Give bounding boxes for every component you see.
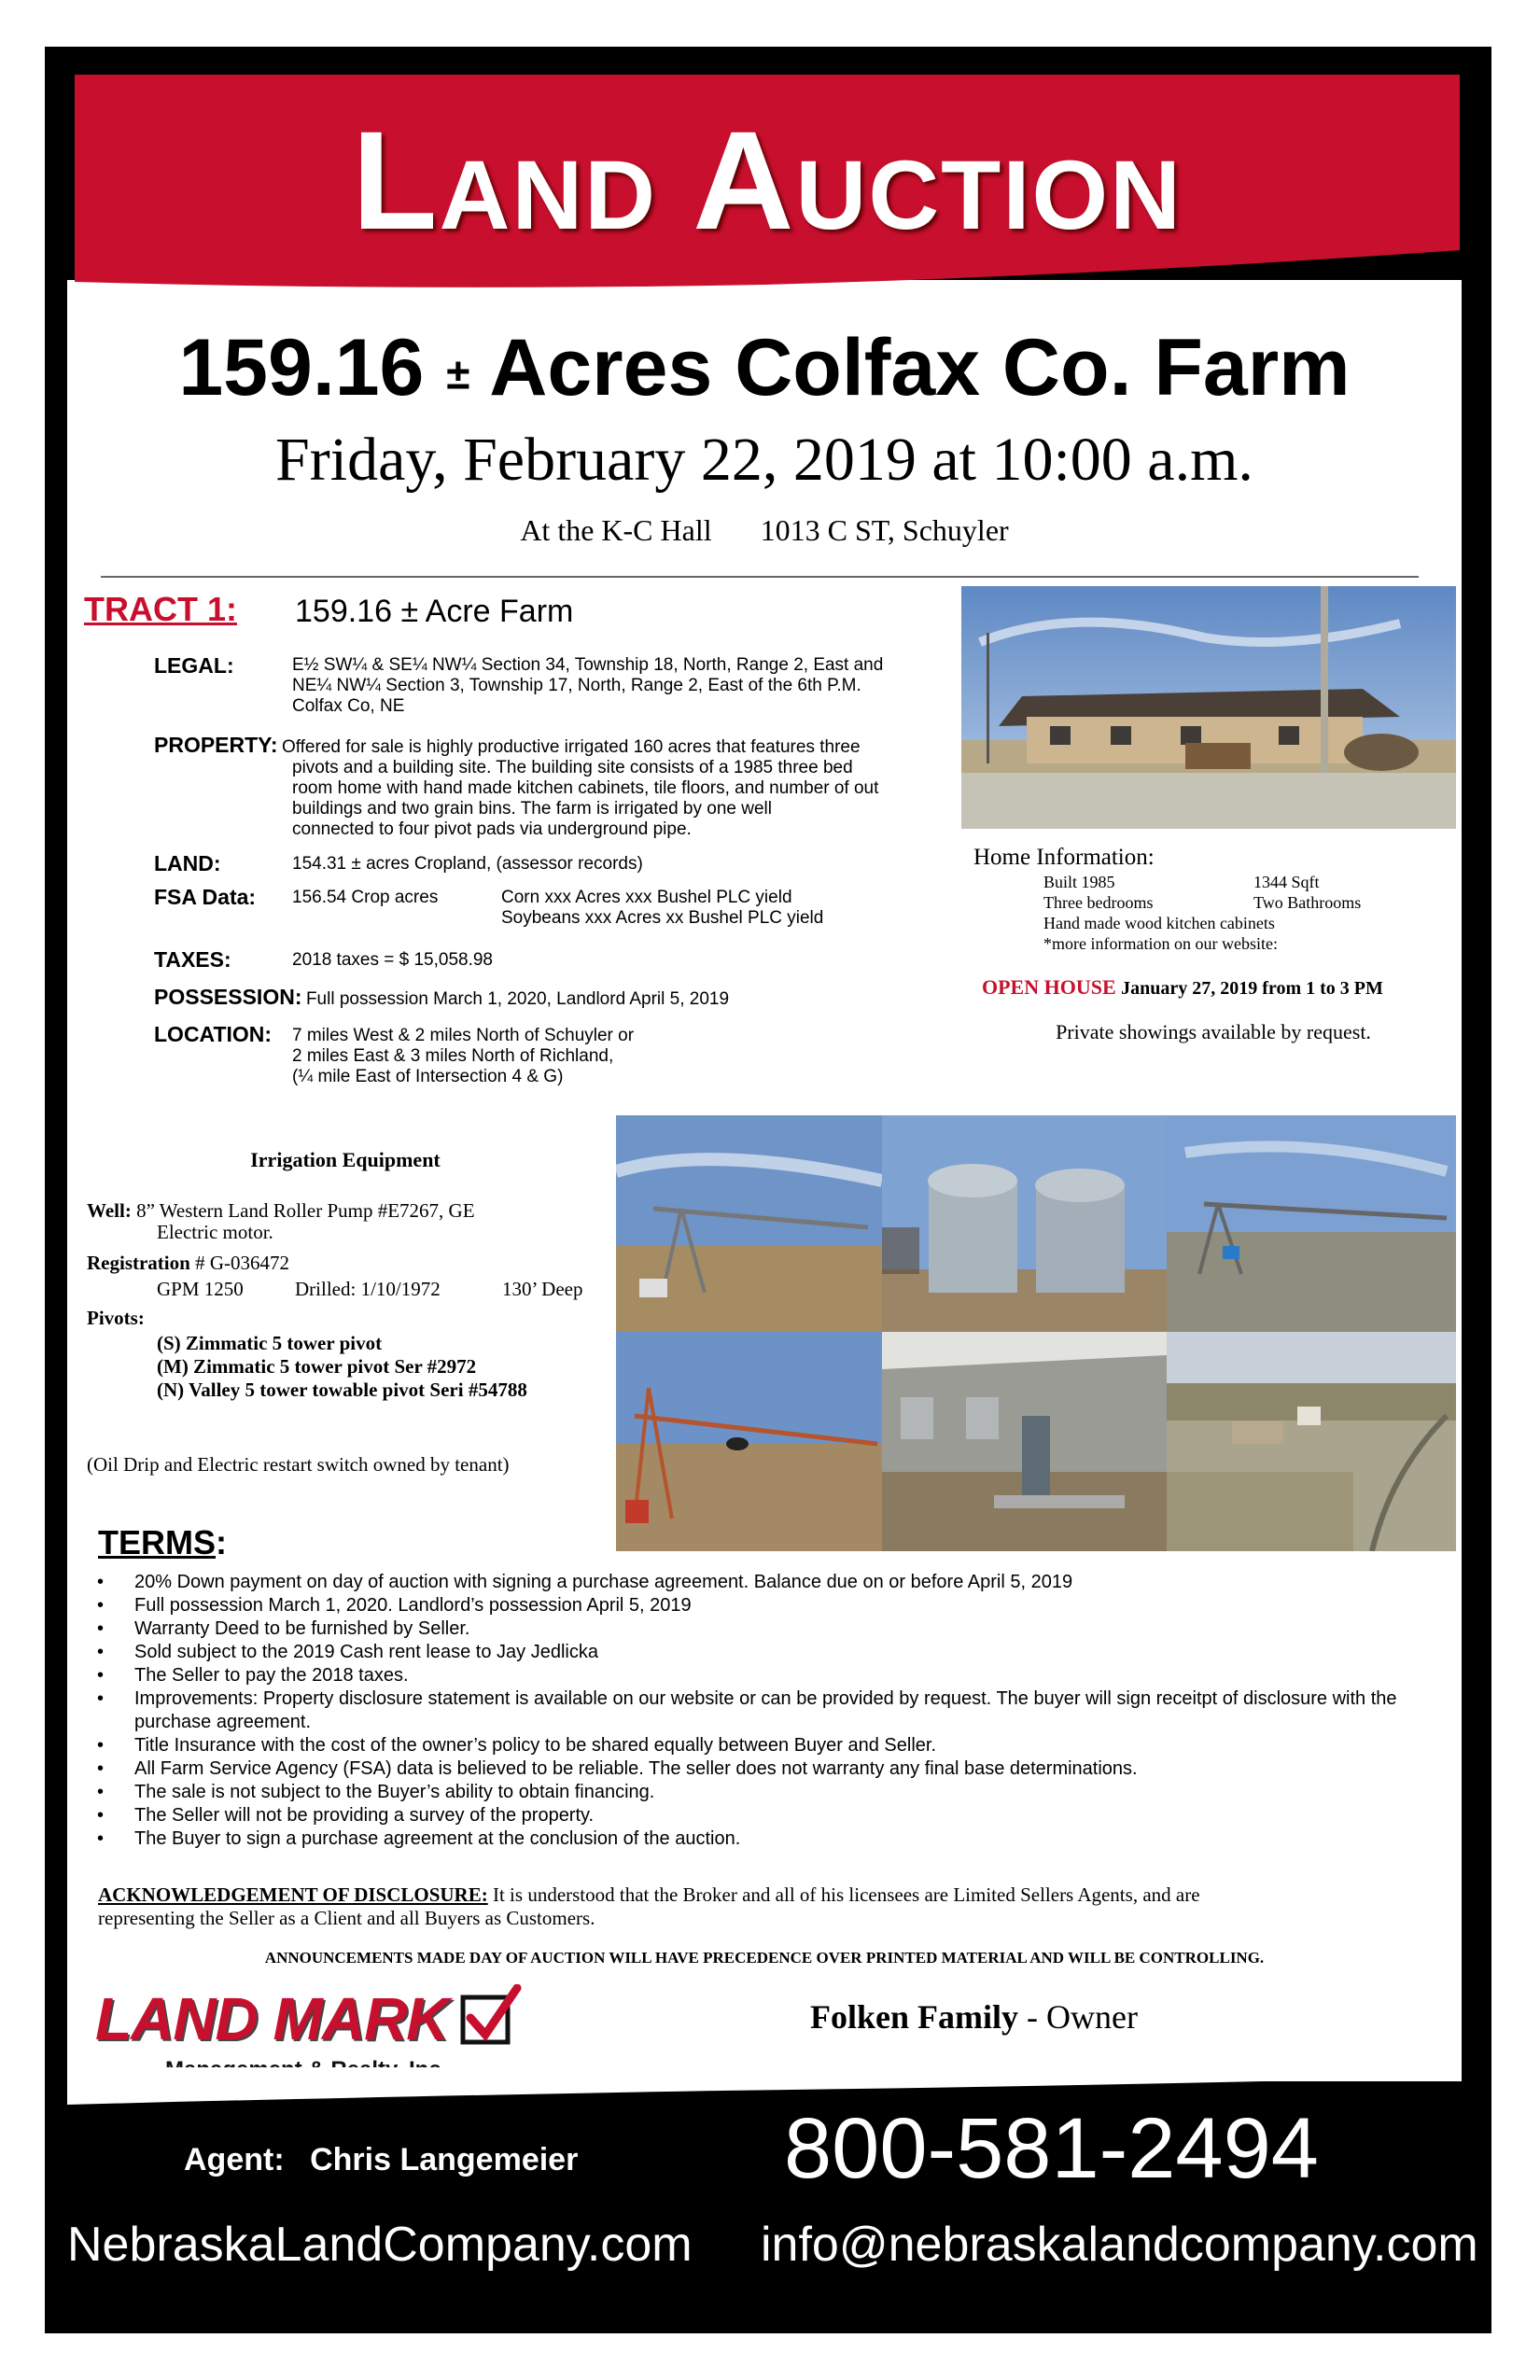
fsa-corn: Corn xxx Acres xxx Bushel PLC yield [501, 888, 792, 907]
auction-date: Friday, February 22, 2019 at 10:00 a.m. [275, 426, 1253, 494]
legal-label: LEGAL: [154, 653, 234, 678]
agent-label: Agent: [184, 2142, 285, 2177]
property-text [292, 758, 878, 840]
terms-heading-text: TERMS [98, 1523, 216, 1561]
home-built: Built 1985 [1043, 873, 1115, 891]
well-shed-photo [882, 1332, 1167, 1551]
registration-line [87, 1252, 289, 1275]
divider [101, 576, 1419, 578]
terms-heading [98, 1523, 227, 1562]
pivot-item: (N) Valley 5 tower towable pivot Seri #54788 [157, 1379, 527, 1401]
banner-title: Land Auction [351, 102, 1183, 259]
drilled: Drilled: 1/10/1972 [295, 1278, 441, 1300]
agent-name: Chris Langemeier [310, 2142, 579, 2177]
well-line [87, 1199, 475, 1223]
terms-item: • The Buyer to sign a purchase agreement at the conclusion of the auction. [93, 1827, 1465, 1851]
terms-item: • All Farm Service Agency (FSA) data is believed to be reliable. The seller does not warranty any final base determinations. [93, 1757, 1465, 1781]
depth: 130’ Deep [502, 1278, 583, 1300]
property-block [154, 733, 861, 758]
terms-item: • The sale is not subject to the Buyer’s ability to obtain financing. [93, 1781, 1465, 1804]
property-first-line: Offered for sale is highly productive irrigated 160 acres that features three [281, 737, 861, 757]
logo-name: LAND MARK [95, 1985, 449, 2052]
fsa-label: FSA Data: [154, 885, 257, 909]
house-photo-art [961, 586, 1456, 829]
home-info-title: Home Information: [973, 845, 1155, 870]
property-line: connected to four pivot pads via underground pipe. [292, 819, 692, 839]
fsa-crop: 156.54 Crop acres [292, 888, 439, 907]
headline-acres: 159.16 [178, 323, 425, 413]
pivot-item: (M) Zimmatic 5 tower pivot Ser #2972 [157, 1355, 477, 1378]
terms-item: • Improvements: Property disclosure statement is available on our website or can be provided by request. The buyer will sign receitpt of disclosure with the purchase agreement. [93, 1687, 1465, 1734]
pivots-list [157, 1332, 527, 1402]
aerial-photo-art [1167, 1332, 1456, 1551]
home-bathrooms: Two Bathrooms [1253, 893, 1362, 912]
registration-label: Registration [87, 1252, 190, 1274]
location-line: (¼ mile East of Intersection 4 & G) [292, 1067, 564, 1086]
pivot-item: (S) Zimmatic 5 tower pivot [157, 1332, 383, 1354]
terms-item: • Warranty Deed to be furnished by Seller. [93, 1617, 1465, 1641]
agent [184, 2142, 578, 2178]
legal-line: Colfax Co, NE [292, 696, 405, 716]
land-label: LAND: [154, 851, 221, 875]
venue [67, 513, 1462, 548]
legal-line: E½ SW¼ & SE¼ NW¼ Section 34, Township 18, North, Range 2, East and [292, 655, 884, 675]
owner-suffix: - Owner [1027, 1998, 1138, 2036]
terms-item: • Full possession March 1, 2020. Landlord’s possession April 5, 2019 [93, 1594, 1465, 1617]
well-shed-photo-art [882, 1332, 1167, 1551]
pivot-photo-1-art [616, 1115, 882, 1332]
terms-item: • The Seller will not be providing a survey of the property. [93, 1804, 1465, 1827]
aerial-photo [1167, 1332, 1456, 1551]
taxes-value: 2018 taxes = $ 15,058.98 [292, 950, 493, 970]
email: info@nebraskalandcompany.com [761, 2218, 1478, 2272]
property-line: room home with hand made kitchen cabinets, tile floors, and number of out [292, 778, 879, 798]
disclosure-line-2: representing the Seller as a Client and all Buyers as Customers. [98, 1907, 595, 1929]
terms-list [93, 1571, 1465, 1851]
home-sqft: 1344 Sqft [1253, 873, 1320, 891]
well-value-2: Electric motor. [157, 1221, 273, 1243]
checkmark-icon [459, 1984, 523, 2048]
terms-item: • 20% Down payment on day of auction with signing a purchase agreement. Balance due on or before April 5, 2019 [93, 1571, 1465, 1594]
home-bedrooms: Three bedrooms [1043, 893, 1154, 912]
registration-value: # G-036472 [195, 1252, 289, 1274]
possession-label: POSSESSION: [154, 985, 302, 1009]
owner-name: Folken Family [810, 1998, 1018, 2036]
pivot-photo-2-art [1167, 1115, 1456, 1332]
property-line: pivots and a building site. The building site consists of a 1985 three bed [292, 758, 853, 777]
venue-address: 1013 C ST, Schuyler [760, 513, 1009, 547]
home-more-info: *more information on our website: [1043, 934, 1278, 953]
owner [810, 1997, 1138, 2037]
open-house-label: OPEN HOUSE [982, 975, 1116, 999]
gpm: GPM 1250 [157, 1278, 244, 1300]
terms-item: • Sold subject to the 2019 Cash rent lease to Jay Jedlicka [93, 1641, 1465, 1664]
well-label: Well: [87, 1199, 132, 1222]
property-line: buildings and two grain bins. The farm is irrigated by one well [292, 799, 772, 819]
well-value: 8” Western Land Roller Pump #E7267, GE [136, 1199, 475, 1222]
disclosure-line-1 [98, 1883, 1200, 1907]
taxes-label: TAXES: [154, 947, 231, 972]
irrigation-note: (Oil Drip and Electric restart switch owned by tenant) [87, 1453, 510, 1476]
house-photo [961, 586, 1456, 829]
legal-line: NE¼ NW¼ Section 3, Township 17, North, Range 2, East of the 6th P.M. [292, 676, 861, 695]
disclosure [98, 1883, 1200, 1930]
pivot-photo-3-art [616, 1332, 882, 1551]
terms-item: • Title Insurance with the cost of the owner’s policy to be shared equally between Buyer and Seller. [93, 1734, 1465, 1757]
legal-text [292, 655, 883, 717]
terms-heading-colon: : [216, 1523, 227, 1561]
location-text [292, 1026, 634, 1087]
location-label: LOCATION: [154, 1022, 273, 1046]
possession-value: Full possession March 1, 2020, Landlord April 5, 2019 [305, 989, 730, 1009]
disclosure-text: It is understood that the Broker and all of his licensees are Limited Sellers Agents, and are [492, 1883, 1200, 1906]
venue-name: At the K-C Hall [520, 513, 712, 547]
headline-rest: Acres Colfax Co. Farm [489, 323, 1351, 413]
terms-item: • The Seller to pay the 2018 taxes. [93, 1664, 1465, 1687]
pivot-photo-2 [1167, 1115, 1456, 1332]
disclosure-heading: ACKNOWLEDGEMENT OF DISCLOSURE: [98, 1883, 488, 1906]
announcement: ANNOUNCEMENTS MADE DAY OF AUCTION WILL HAVE PRECEDENCE OVER PRINTED MATERIAL AND WILL BE CONTROLLING. [264, 1949, 1265, 1967]
possession-block [154, 985, 729, 1010]
pivots-label: Pivots: [87, 1307, 145, 1329]
private-showings: Private showings available by request. [1056, 1020, 1371, 1043]
headline [67, 322, 1462, 414]
irrigation-title: Irrigation Equipment [250, 1148, 441, 1171]
home-cabinets: Hand made wood kitchen cabinets [1043, 914, 1275, 932]
location-line: 7 miles West & 2 miles North of Schuyler or [292, 1026, 635, 1045]
land-value: 154.31 ± acres Cropland, (assessor records) [292, 854, 643, 874]
property-label: PROPERTY: [154, 733, 278, 757]
title-banner [75, 75, 1460, 289]
website: NebraskaLandCompany.com [67, 2218, 693, 2272]
location-line: 2 miles East & 3 miles North of Richland, [292, 1046, 614, 1066]
headline-plus-minus: ± [446, 349, 470, 399]
open-house-date: January 27, 2019 from 1 to 3 PM [1121, 978, 1383, 999]
pivot-photo-1 [616, 1115, 882, 1332]
tract-label: TRACT 1: [84, 590, 237, 628]
grain-bins-photo-art [882, 1115, 1167, 1332]
open-house [982, 975, 1383, 1000]
phone-number: 800-581-2494 [784, 2101, 1319, 2196]
fsa-soy: Soybeans xxx Acres xx Bushel PLC yield [501, 908, 824, 928]
grain-bins-photo [882, 1115, 1167, 1332]
tract-title: 159.16 ± Acre Farm [295, 594, 574, 629]
pivot-photo-3 [616, 1332, 882, 1551]
